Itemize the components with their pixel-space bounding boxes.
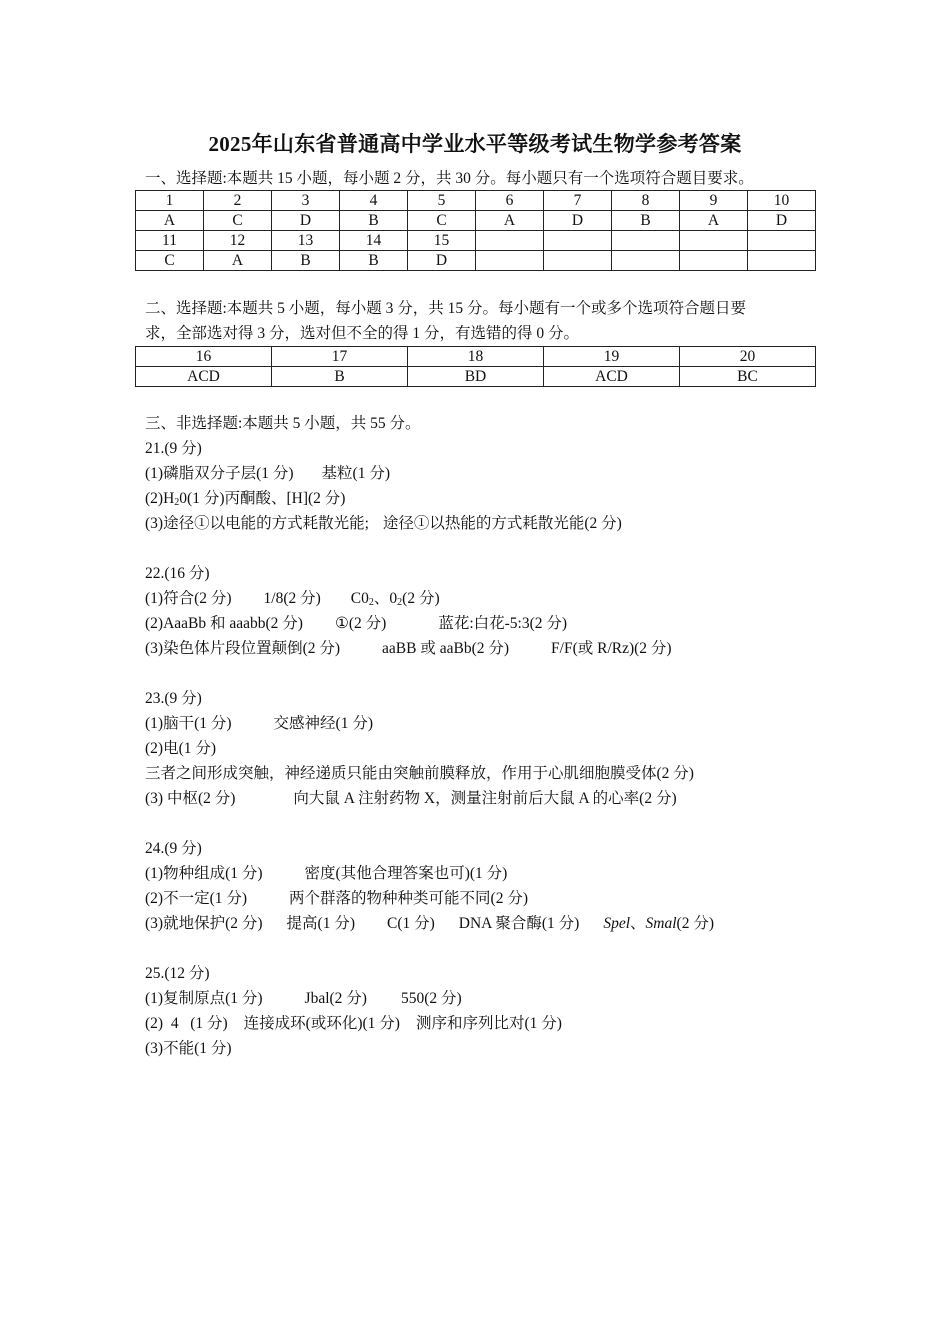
section1-table-row <box>136 211 816 231</box>
q21-3a: (3)途径①以电能的方式耗散光能; <box>145 515 369 532</box>
section2-table-row <box>136 347 816 367</box>
section1-table-cell: C <box>136 251 204 271</box>
section1-table-cell <box>748 251 816 271</box>
q25-2c: 测序和序列比对(1 分) <box>415 1015 562 1032</box>
q21-3b: 途径①以热能的方式耗散光能(2 分) <box>382 515 622 532</box>
q22-1d-sub: 2 <box>397 597 403 608</box>
section1-table-row <box>136 251 816 271</box>
q22-1c: C0 <box>350 590 369 607</box>
q25-1c: 550(2 分) <box>400 990 462 1007</box>
section1-table-cell: 15 <box>408 231 476 251</box>
section1-table-cell: 10 <box>748 191 816 211</box>
section1-table-row <box>136 231 816 251</box>
q25-1b: Jbal(2 分) <box>304 990 367 1007</box>
q24-1b: 密度(其他合理答案也可)(1 分) <box>304 865 508 882</box>
q25-title: 25.(12 分) <box>145 965 210 982</box>
section1-table-cell: D <box>272 211 340 231</box>
section1-table-cell: 5 <box>408 191 476 211</box>
q24-3e-sep: 、 <box>630 915 646 932</box>
q24-part2 <box>145 886 850 911</box>
section1-table-cell <box>544 251 612 271</box>
q24-part1 <box>145 861 850 886</box>
section2-table-cell: BC <box>680 367 816 387</box>
section2-table-cell: B <box>272 367 408 387</box>
q22-2c: 蓝花:白花-5:3(2 分) <box>438 615 568 632</box>
q24-1a: (1)物种组成(1 分) <box>145 865 263 882</box>
section1-table-cell: C <box>408 211 476 231</box>
q23-part2: (2)电(1 分) <box>145 740 217 757</box>
q22-3a: (3)染色体片段位置颠倒(2 分) <box>145 640 341 657</box>
section1-table-cell: B <box>340 251 408 271</box>
q21-part1 <box>145 461 850 486</box>
q22-title: 22.(16 分) <box>145 565 210 582</box>
section1-table-cell: 2 <box>204 191 272 211</box>
section2-heading-line2: 求，全部选对得 3 分，选对但不全的得 1 分，有选错的得 0 分。 <box>145 325 580 342</box>
q25-1a: (1)复制原点(1 分) <box>145 990 263 1007</box>
q22-3b: aaBB 或 aaBb(2 分) <box>382 640 510 657</box>
q25-2b: 连接成环(或环化)(1 分) <box>243 1015 400 1032</box>
section1-table-cell: D <box>408 251 476 271</box>
q21-part2 <box>145 486 850 511</box>
section1-table-cell: 3 <box>272 191 340 211</box>
q23-1b: 交感神经(1 分) <box>273 715 373 732</box>
section2-table-cell: ACD <box>544 367 680 387</box>
q24-part3 <box>145 911 850 936</box>
section1-table-cell: 14 <box>340 231 408 251</box>
section1-table-cell: 6 <box>476 191 544 211</box>
section1-table-cell: A <box>136 211 204 231</box>
q22-1d: 、0 <box>373 590 398 607</box>
q22-part3 <box>145 636 850 661</box>
q23-3b: 向大鼠 A 注射药物 X，测量注射前后大鼠 A 的心率(2 分) <box>293 790 677 807</box>
section1-table-cell: B <box>272 251 340 271</box>
section1-table-cell <box>680 231 748 251</box>
section1-table-cell <box>612 251 680 271</box>
section1-table-cell: 11 <box>136 231 204 251</box>
section2-table-cell: ACD <box>136 367 272 387</box>
section1-table-cell: 13 <box>272 231 340 251</box>
q22-2b: ①(2 分) <box>334 615 387 632</box>
section1-table-cell: A <box>680 211 748 231</box>
q22-2a: (2)AaaBb 和 aaabb(2 分) <box>145 615 303 632</box>
q22-1a: (1)符合(2 分) <box>145 590 232 607</box>
section1-table-cell <box>476 251 544 271</box>
page-title: 2025年山东省普通高中学业水平等级考试生物学参考答案 <box>208 132 742 156</box>
section1-table-cell <box>476 231 544 251</box>
section1-table-cell <box>544 231 612 251</box>
section3-heading: 三、非选择题:本题共 5 小题，共 55 分。 <box>145 415 421 432</box>
q22-1c-sub: 2 <box>368 597 374 608</box>
section2-heading-line1: 二、选择题:本题共 5 小题，每小题 3 分，共 15 分。每小题有一个或多个选项符合题日要 <box>145 300 747 317</box>
q23-title: 23.(9 分) <box>145 690 202 707</box>
section1-table-cell: B <box>612 211 680 231</box>
q24-3e-smal: Smal <box>645 915 677 932</box>
section1-table-cell: D <box>748 211 816 231</box>
q22-1b: 1/8(2 分) <box>263 590 321 607</box>
q21-2b: 0(1 分)丙酮酸、[H](2 分) <box>179 490 346 507</box>
q25-part1 <box>145 986 850 1011</box>
q23-3a: (3) 中枢(2 分) <box>145 790 236 807</box>
section1-table-cell: C <box>204 211 272 231</box>
section2-table-cell: 19 <box>544 347 680 367</box>
q21-part3 <box>145 511 850 536</box>
section1-table-cell: A <box>476 211 544 231</box>
q25-part3: (3)不能(1 分) <box>145 1040 232 1057</box>
section2-table-row <box>136 367 816 387</box>
q21-title: 21.(9 分) <box>145 440 202 457</box>
section2-table-cell: 16 <box>136 347 272 367</box>
q21-1b: 基粒(1 分) <box>321 465 390 482</box>
q24-3e-score: (2 分) <box>676 915 714 932</box>
section2-table-cell: 20 <box>680 347 816 367</box>
section1-heading: 一、选择题:本题共 15 小题，每小题 2 分，共 30 分。每小题只有一个选项符合题目要求。 <box>145 170 754 187</box>
section2-answer-table <box>135 346 816 387</box>
section1-table-cell <box>612 231 680 251</box>
section1-table-row <box>136 191 816 211</box>
q23-part2-text: 三者之间形成突触，神经递质只能由突触前膜释放，作用于心肌细胞膜受体(2 分) <box>145 765 694 782</box>
q25-2a: (2) 4 (1 分) <box>145 1015 228 1032</box>
q21-2a: (2)H <box>145 490 175 507</box>
q22-3c: F/F(或 R/Rz)(2 分) <box>551 640 672 657</box>
section1-table-cell: B <box>340 211 408 231</box>
section3 <box>145 411 850 1061</box>
section2-table-cell: BD <box>408 367 544 387</box>
section2-table-cell: 18 <box>408 347 544 367</box>
section1-table-cell <box>748 231 816 251</box>
section2-table-cell: 17 <box>272 347 408 367</box>
q21-2-sub: 2 <box>174 497 180 508</box>
section1-table-cell: 12 <box>204 231 272 251</box>
section1-table-cell <box>680 251 748 271</box>
section1-table-cell: 9 <box>680 191 748 211</box>
section1-answer-table <box>135 190 816 271</box>
q24-3c: C(1 分) <box>386 915 435 932</box>
q22-part1 <box>145 586 850 611</box>
q25-part2 <box>145 1011 850 1036</box>
q23-part3 <box>145 786 850 811</box>
section1-table-cell: 7 <box>544 191 612 211</box>
section1-table-cell: D <box>544 211 612 231</box>
q23-part1 <box>145 711 850 736</box>
q24-2b: 两个群落的物种种类可能不同(2 分) <box>289 890 528 907</box>
q21-1a: (1)磷脂双分子层(1 分) <box>145 465 294 482</box>
section1-table-cell: 8 <box>612 191 680 211</box>
q22-1e: (2 分) <box>402 590 440 607</box>
q24-3e-spel: Spel <box>603 915 631 932</box>
q24-2a: (2)不一定(1 分) <box>145 890 248 907</box>
section1-table-cell: A <box>204 251 272 271</box>
q24-3b: 提高(1 分) <box>286 915 355 932</box>
q23-1a: (1)脑干(1 分) <box>145 715 232 732</box>
q22-part2 <box>145 611 850 636</box>
q24-title: 24.(9 分) <box>145 840 202 857</box>
q24-3a: (3)就地保护(2 分) <box>145 915 263 932</box>
section1-table-cell: 1 <box>136 191 204 211</box>
q24-3d: DNA 聚合酶(1 分) <box>458 915 580 932</box>
section1-table-cell: 4 <box>340 191 408 211</box>
